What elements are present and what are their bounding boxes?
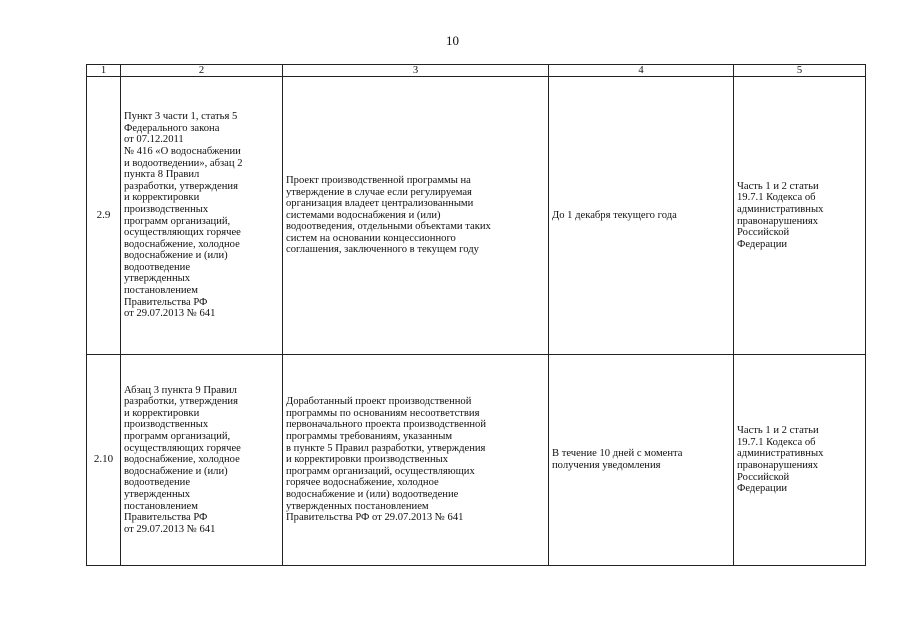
text-line: от 29.07.2013 № 641 xyxy=(124,523,216,535)
row-number: 2.9 xyxy=(87,77,121,355)
text-line: Пункт 3 части 1, статья 5 xyxy=(124,111,238,123)
row-number: 2.10 xyxy=(87,355,121,566)
text-line: правонарушениях xyxy=(737,215,819,227)
table-row xyxy=(87,77,866,355)
page-number: 10 xyxy=(446,33,459,48)
text-line: Часть 1 и 2 статьи xyxy=(737,425,819,437)
text-line: разработки, утверждения xyxy=(124,396,238,408)
deadline-cell xyxy=(549,77,734,355)
text-line: осуществляющих горячее xyxy=(124,442,241,454)
text-line: утвержденных постановлением xyxy=(286,500,429,512)
text-line: программы по основаниям несоответствия xyxy=(286,407,480,419)
document-description-cell xyxy=(283,355,549,566)
text-line: Федерации xyxy=(737,238,788,250)
text-line: водоснабжение и (или) xyxy=(124,465,228,477)
text-line: пункта 8 Правил xyxy=(124,169,200,181)
text-line: систем на основании концессионного xyxy=(286,232,456,244)
header-cell-5: 5 xyxy=(734,65,866,77)
text-line: водоснабжение и (или) водоотведение xyxy=(286,488,459,500)
text-line: водоснабжение, холодное xyxy=(124,238,240,250)
table-header-row xyxy=(87,65,866,77)
text-line: утверждение в случае если регулируемая xyxy=(286,186,472,198)
legal-basis-cell xyxy=(121,355,283,566)
text-line: правонарушениях xyxy=(737,460,819,471)
text-line: и водоотведении», абзац 2 xyxy=(124,157,243,169)
text-line: программ организаций, xyxy=(124,215,231,227)
header-cell-2: 2 xyxy=(121,65,283,77)
text-line: получения уведомления xyxy=(552,460,661,471)
text-line: соглашения, заключенного в текущем году xyxy=(286,244,479,256)
text-line: программ организаций, осуществляющих xyxy=(286,465,475,477)
text-line: утвержденных xyxy=(124,488,191,500)
legal-basis-cell xyxy=(121,77,283,355)
text-line: Проект производственной программы на xyxy=(286,174,471,186)
text-line: первоначального проекта производственной xyxy=(286,419,486,431)
text-line: и корректировки производственных xyxy=(286,454,449,466)
text-line: административных xyxy=(737,448,824,460)
text-line: производственных xyxy=(124,203,209,215)
liability-cell xyxy=(734,355,866,566)
text-line: от 29.07.2013 № 641 xyxy=(124,308,216,320)
text-line: и корректировки xyxy=(124,407,200,419)
text-line: В течение 10 дней с момента xyxy=(552,448,683,460)
text-line: Федерации xyxy=(737,483,788,495)
text-line: Доработанный проект производственной xyxy=(286,396,472,408)
text-line: осуществляющих горячее xyxy=(124,227,241,239)
text-line: Российской xyxy=(737,471,790,483)
text-line: Часть 1 и 2 статьи xyxy=(737,180,819,192)
text-line: Российской xyxy=(737,227,790,239)
text-line: 19.7.1 Кодекса об xyxy=(737,192,816,204)
text-line: программ организаций, xyxy=(124,431,231,443)
text-line: производственных xyxy=(124,419,209,431)
text-line: программы требованиям, указанным xyxy=(286,431,453,443)
text-line: постановлением xyxy=(124,285,198,297)
header-cell-1: 1 xyxy=(87,65,121,77)
text-line: Федерального закона xyxy=(124,122,220,134)
text-line: организация владеет централизованными xyxy=(286,198,474,210)
text-line: Абзац 3 пункта 9 Правил xyxy=(124,384,237,396)
text-line: До 1 декабря текущего года xyxy=(552,209,677,221)
text-line: от 07.12.2011 xyxy=(124,134,184,146)
header-cell-4: 4 xyxy=(549,65,734,77)
document-description-cell xyxy=(283,77,549,355)
text-line: водоотведения, отдельными объектами таких xyxy=(286,221,491,233)
text-line: системами водоснабжения и (или) xyxy=(286,209,441,221)
text-line: Правительства РФ xyxy=(124,296,208,308)
text-line: горячее водоснабжение, холодное xyxy=(286,477,439,489)
regulation-table xyxy=(86,64,866,566)
text-line: водоснабжение и (или) xyxy=(124,250,228,262)
deadline-cell xyxy=(549,355,734,566)
text-line: разработки, утверждения xyxy=(124,180,238,192)
text-line: № 416 «О водоснабжении xyxy=(124,145,241,157)
text-line: 19.7.1 Кодекса об xyxy=(737,436,816,448)
text-line: утвержденных xyxy=(124,273,191,285)
text-line: постановлением xyxy=(124,500,198,512)
header-cell-3: 3 xyxy=(283,65,549,77)
text-line: водоотведение xyxy=(124,261,191,273)
text-line: Правительства РФ xyxy=(124,512,208,524)
text-line: и корректировки xyxy=(124,192,200,204)
text-line: административных xyxy=(737,203,824,215)
table-row xyxy=(87,355,866,566)
liability-cell xyxy=(734,77,866,355)
text-line: водоснабжение, холодное xyxy=(124,454,240,466)
text-line: в пункте 5 Правил разработки, утверждения xyxy=(286,442,486,454)
text-line: водоотведение xyxy=(124,477,191,489)
text-line: Правительства РФ от 29.07.2013 № 641 xyxy=(286,512,464,524)
